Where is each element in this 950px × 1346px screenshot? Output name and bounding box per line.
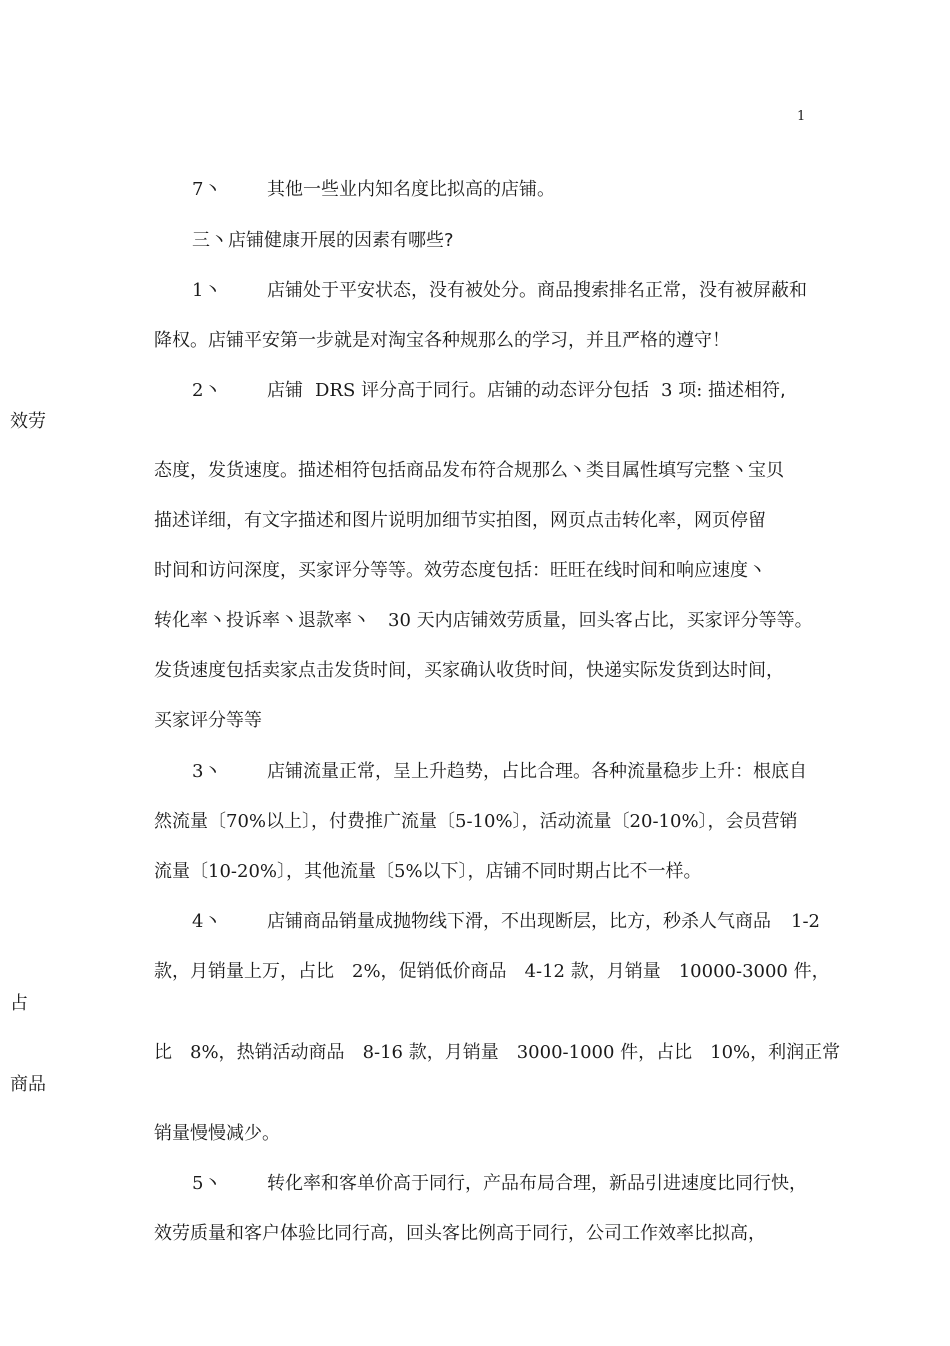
text-run: DRS 评分高于同行。店铺的动态评分包括 [315, 380, 650, 401]
text-run: 然流量 [154, 811, 208, 832]
text-run: 热销活动商品 [236, 1042, 345, 1063]
paragraph-line: 效劳质量和客户体验比同行高，回头客比例高于同行，公司工作效率比拟高， [154, 1223, 766, 1244]
paragraph-line: 销量慢慢减少。 [154, 1123, 280, 1144]
item-text: 其他一些业内知名度比拟高的店铺。 [267, 179, 555, 200]
item-number: 3丶 [192, 761, 222, 782]
overflow-text: 占 [10, 993, 28, 1014]
text-run: 转化率丶投诉率丶退款率丶 [154, 610, 370, 631]
item-number: 4丶 [192, 911, 222, 932]
text-run: 〔10-20%〕， [190, 861, 304, 882]
text-run: 2%， [352, 961, 399, 982]
text-run: 流量 [154, 861, 190, 882]
text-run: 10000-3000 件， [678, 961, 830, 982]
item-3 [192, 760, 807, 784]
item-text: 店铺流量正常，呈上升趋势，占比合理。各种流量稳步上升：根底自 [267, 761, 807, 782]
text-run: 3 项: [661, 380, 703, 401]
paragraph-line [154, 1041, 840, 1065]
section-heading: 三丶店铺健康开展的因素有哪些? [192, 230, 454, 251]
item-number: 2丶 [192, 380, 222, 401]
page-number: 1 [797, 109, 806, 124]
item-5 [192, 1172, 807, 1196]
text-run: 比 [154, 1042, 172, 1063]
text-run: 〔20-10%〕， [611, 811, 726, 832]
text-run: 8%， [190, 1042, 237, 1063]
text-run: 月销量 [444, 1042, 499, 1063]
item-2 [192, 379, 786, 403]
paragraph-line: 买家评分等等 [154, 710, 262, 731]
text-run: 〔70%以上〕， [208, 811, 330, 832]
item-text: 转化率和客单价高于同行，产品布局合理，新品引进速度比同行快， [267, 1173, 807, 1194]
paragraph-line [154, 860, 702, 884]
paragraph-line: 发货速度包括卖家点击发货时间，买家确认收货时间，快递实际发货到达时间， [154, 660, 784, 681]
text-run: 8-16 款， [362, 1042, 445, 1063]
text-run: 会员营销 [725, 811, 798, 832]
text-run: 〔5%以下〕，店铺不同时期占比不一样。 [376, 861, 702, 882]
paragraph-line: 态度，发货速度。描述相符包括商品发布符合规那么丶类目属性填写完整丶宝贝 [154, 460, 784, 481]
paragraph-line: 降权。店铺平安第一步就是对淘宝各种规那么的学习，并且严格的遵守！ [154, 330, 730, 351]
item-number: 7丶 [192, 179, 222, 200]
paragraph-line: 时间和访问深度，买家评分等等。效劳态度包括：旺旺在线时间和响应速度丶 [154, 560, 766, 581]
text-run: 占比 [656, 1042, 693, 1063]
text-run: 描述相符, [708, 380, 786, 401]
text-run: 3000-1000 件， [516, 1042, 657, 1063]
item-text: 店铺处于平安状态，没有被处分。商品搜索排名正常，没有被屏蔽和 [267, 280, 807, 301]
text-run: 〔5-10%〕， [437, 811, 540, 832]
item-1 [192, 279, 807, 303]
text-run: 10%， [710, 1042, 769, 1063]
overflow-text: 商品 [10, 1074, 46, 1095]
text-run: 其他流量 [304, 861, 376, 882]
text-run: 店铺商品销量成抛物线下滑，不出现断层，比方，秒杀人气商品 [267, 911, 771, 932]
paragraph-line: 描述详细，有文字描述和图片说明加细节实拍图，网页点击转化率，网页停留 [154, 510, 766, 531]
paragraph-line [154, 810, 798, 834]
text-run: 付费推广流量 [329, 811, 438, 832]
text-run: 1-2 [791, 911, 820, 932]
item-number: 1丶 [192, 280, 222, 301]
paragraph-line [154, 960, 830, 984]
item-4 [192, 910, 820, 934]
text-run: 4-12 款， [524, 961, 607, 982]
text-run: 30 天内店铺效劳质量，回头客占比，买家评分等等。 [388, 610, 813, 631]
item-number: 5丶 [192, 1173, 222, 1194]
text-run: 利润正常 [768, 1042, 841, 1063]
text-run: 月销量 [606, 961, 661, 982]
text-run: 款，月销量上万，占比 [154, 961, 334, 982]
text-run: 促销低价商品 [398, 961, 507, 982]
text-run: 店铺 [267, 380, 303, 401]
paragraph-line [154, 609, 813, 633]
text-run: 活动流量 [539, 811, 612, 832]
item-7 [192, 178, 555, 202]
overflow-text: 效劳 [10, 411, 46, 432]
